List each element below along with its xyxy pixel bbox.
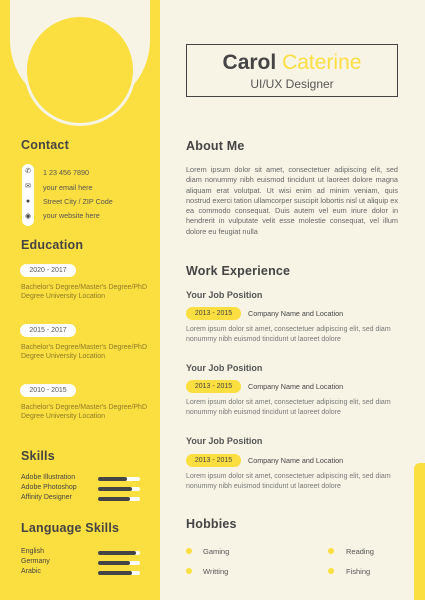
hobby-item: Gaming bbox=[203, 547, 230, 556]
job-position: Your Job Position bbox=[186, 290, 263, 300]
mail-icon: ✉ bbox=[25, 183, 31, 190]
skill-bar-fill bbox=[98, 487, 132, 491]
hobbies-heading: Hobbies bbox=[186, 517, 237, 531]
education-heading: Education bbox=[21, 238, 84, 252]
hobby-item: Fishing bbox=[346, 567, 371, 576]
last-name: Caterine bbox=[282, 51, 362, 74]
skill-bar-fill bbox=[98, 497, 130, 501]
education-degree: Bachelor's Degree/Master's Degree/PhD Degree University Location bbox=[21, 344, 148, 361]
job-description: Lorem ipsum dolor sit amet, consectetuer adipiscing elit, sed diam nonummy nibh euismod tincidunt ut laoreet dolore bbox=[186, 326, 391, 343]
contact-website: your website here bbox=[43, 211, 100, 220]
hobby-item: Writting bbox=[203, 567, 229, 576]
language-label: English bbox=[21, 548, 44, 555]
globe-icon: ◉ bbox=[24, 213, 32, 220]
skill-bar-fill bbox=[98, 477, 127, 481]
contact-phone: 1 23 456 7890 bbox=[43, 168, 89, 177]
skill-bar bbox=[98, 477, 140, 481]
hobby-item: Reading bbox=[346, 547, 374, 556]
skill-label: Affinity Designer bbox=[21, 494, 72, 501]
skills-heading: Skills bbox=[21, 449, 55, 463]
education-years-badge: 2010 - 2015 bbox=[20, 384, 76, 397]
contact-heading: Contact bbox=[21, 138, 69, 152]
work-experience-heading: Work Experience bbox=[186, 264, 291, 278]
job-company: Company Name and Location bbox=[248, 456, 344, 465]
decorative-accent-bar bbox=[414, 463, 425, 600]
about-heading: About Me bbox=[186, 139, 245, 153]
location-icon: ● bbox=[25, 198, 31, 205]
bullet-dot bbox=[328, 548, 334, 554]
job-description: Lorem ipsum dolor sit amet, consectetuer adipiscing elit, sed diam nonummy nibh euismod tincidunt ut laoreet dolore bbox=[186, 399, 391, 416]
language-bar-fill bbox=[98, 551, 136, 555]
language-bar bbox=[98, 571, 140, 575]
education-years-badge: 2020 - 2017 bbox=[20, 264, 76, 277]
name-header-box bbox=[186, 44, 398, 97]
education-degree: Bachelor's Degree/Master's Degree/PhD Degree University Location bbox=[21, 284, 148, 301]
job-years-badge: 2013 - 2015 bbox=[186, 380, 241, 393]
skill-label: Adobe Illustration bbox=[21, 474, 76, 481]
language-bar-fill bbox=[98, 561, 130, 565]
skill-bar bbox=[98, 487, 140, 491]
education-degree: Bachelor's Degree/Master's Degree/PhD Degree University Location bbox=[21, 404, 148, 421]
contact-icon-strip bbox=[22, 164, 34, 226]
job-years-badge: 2013 - 2015 bbox=[186, 454, 241, 467]
bullet-dot bbox=[186, 568, 192, 574]
language-bar-fill bbox=[98, 571, 132, 575]
skill-bar bbox=[98, 497, 140, 501]
job-description: Lorem ipsum dolor sit amet, consectetuer adipiscing elit, sed diam nonummy nibh euismod tincidunt ut laoreet dolore bbox=[186, 473, 391, 490]
full-name bbox=[187, 51, 397, 75]
bullet-dot bbox=[186, 548, 192, 554]
first-name: Carol bbox=[222, 51, 277, 74]
language-bar bbox=[98, 551, 140, 555]
education-years-badge: 2015 - 2017 bbox=[20, 324, 76, 337]
job-company: Company Name and Location bbox=[248, 309, 344, 318]
language-label: Arabic bbox=[21, 568, 41, 575]
contact-email: your email here bbox=[43, 183, 93, 192]
language-label: Germany bbox=[21, 558, 50, 565]
language-skills-heading: Language Skills bbox=[21, 521, 120, 535]
job-years-badge: 2013 - 2015 bbox=[186, 307, 241, 320]
skill-label: Adobe Photoshop bbox=[21, 484, 77, 491]
job-company: Company Name and Location bbox=[248, 382, 344, 391]
job-position: Your Job Position bbox=[186, 363, 263, 373]
bullet-dot bbox=[328, 568, 334, 574]
left-sidebar bbox=[0, 0, 160, 600]
phone-icon: ✆ bbox=[25, 168, 31, 175]
job-position: Your Job Position bbox=[186, 436, 263, 446]
profile-photo-placeholder bbox=[27, 17, 133, 123]
job-role: UI/UX Designer bbox=[250, 77, 334, 91]
contact-address: Street City / ZIP Code bbox=[43, 197, 113, 206]
language-bar bbox=[98, 561, 140, 565]
about-text: Lorem ipsum dolor sit amet, consectetuer adipiscing elit, sed diam nonummy nibh euismod tincidunt ut laoreet dolore magna aliquam erat volutpat. Ut wisi enim ad minim veniam, quis nostrud exerci tation ullamcorper suscipit lobortis nisl ut aliquip ex ea commodo consequat. Duis autem vel eum iriure dolor in hendrerit in vulputate velit esse molestie consequat, vel illum dolore eu feugiat nulla bbox=[186, 165, 398, 236]
